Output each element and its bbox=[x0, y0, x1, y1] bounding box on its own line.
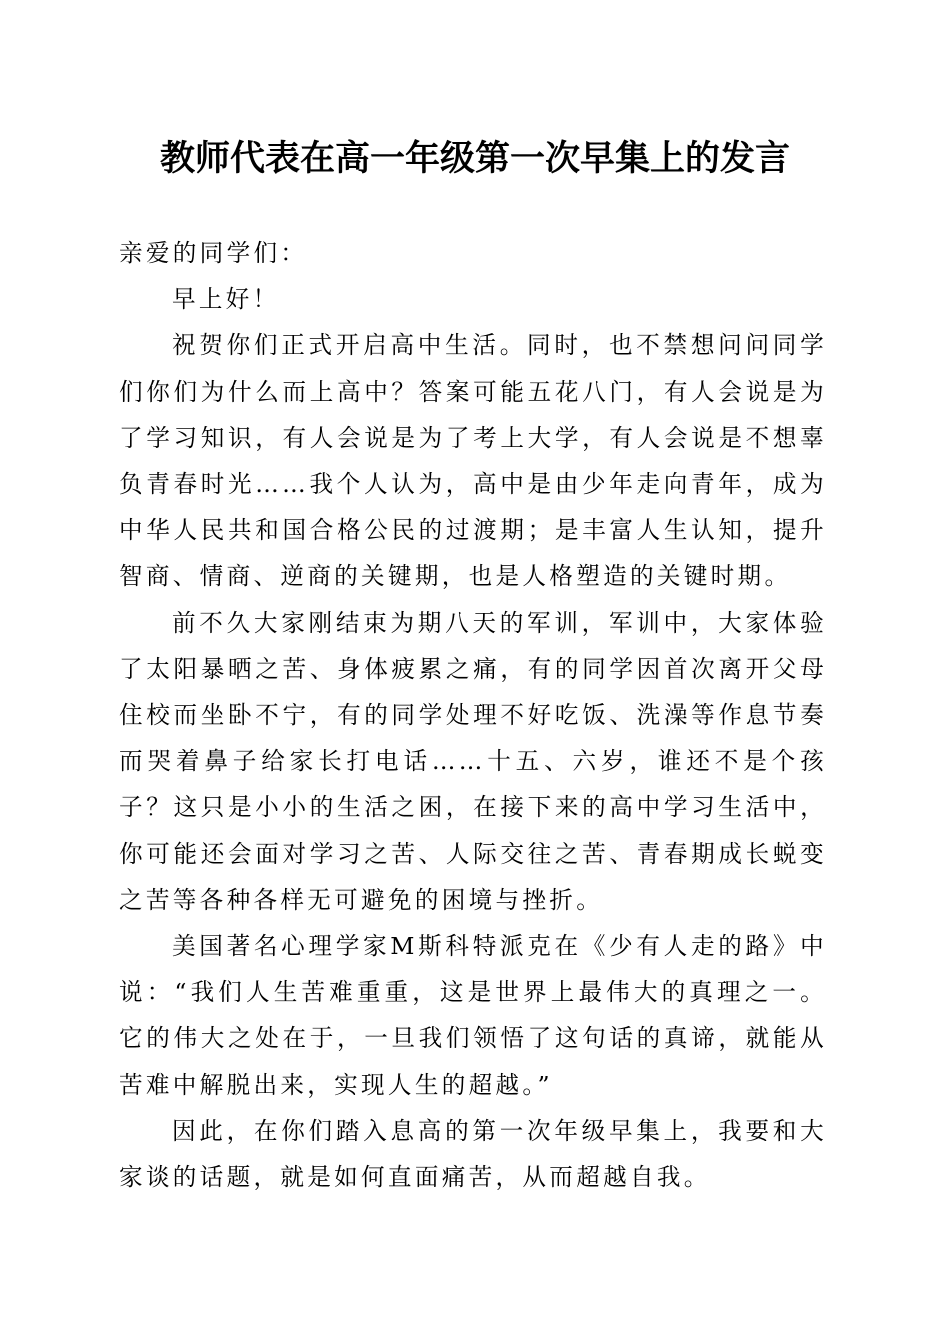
document-body bbox=[119, 230, 827, 1200]
paragraph-military-training: 前不久大家刚结束为期八天的军训，军训中，大家体验了太阳暴晒之苦、身体疲累之痛，有的同学因首次离开父母住校而坐卧不宁，有的同学处理不好吃饭、洗澡等作息节奏而哭着鼻子给家长打电话……十五、六岁，谁还不是个孩子？这只是小小的生活之困，在接下来的高中学习生活中，你可能还会面对学习之苦、人际交往之苦、青春期成长蜕变之苦等各种各样无可避免的困境与挫折。 bbox=[119, 608, 827, 914]
paragraph-quote: 美国著名心理学家M斯科特派克在《少有人走的路》中说：“我们人生苦难重重，这是世界上最伟大的真理之一。它的伟大之处在于，一旦我们领悟了这句话的真谛，就能从苦难中解脱出来，实现人生的超越。” bbox=[119, 932, 827, 1099]
paragraph-greeting: 早上好！ bbox=[172, 285, 280, 314]
document-title: 教师代表在高一年级第一次早集上的发言 bbox=[159, 138, 790, 179]
paragraph-topic: 因此，在你们踏入息高的第一次年级早集上，我要和大家谈的话题，就是如何直面痛苦，从而超越自我。 bbox=[119, 1116, 827, 1192]
salutation: 亲爱的同学们： bbox=[119, 239, 308, 267]
paragraph-high-school-meaning: 祝贺你们正式开启高中生活。同时，也不禁想问问同学们你们为什么而上高中？答案可能五花八门，有人会说是为了学习知识，有人会说是为了考上大学，有人会说是不想辜负青春时光……我个人认为，高中是由少年走向青年，成为中华人民共和国合格公民的过渡期；是丰富人生认知，提升智商、情商、逆商的关键期，也是人格塑造的关键时期。 bbox=[119, 331, 827, 591]
